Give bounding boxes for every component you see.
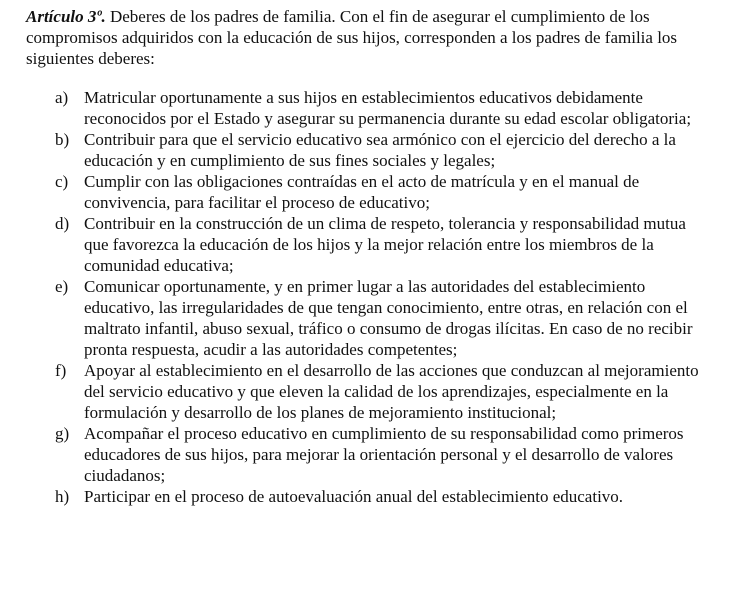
list-item	[26, 486, 714, 507]
list-marker: e)	[55, 277, 69, 296]
duties-list	[26, 87, 709, 507]
article-intro-text: Deberes de los padres de familia. Con el fin de asegurar el cumplimiento de los compromisos adquiridos con la educación de sus hijos, corresponden a los padres de familia los siguientes deberes:	[26, 7, 678, 68]
list-marker: h)	[55, 487, 70, 506]
list-marker: a)	[55, 88, 69, 107]
list-item-text: Contribuir para que el servicio educativo sea armónico con el ejercicio del derecho a la educación y en cumplimiento de sus fines sociales y legales;	[84, 130, 676, 170]
list-marker: f)	[55, 361, 67, 380]
list-item-text: Cumplir con las obligaciones contraídas en el acto de matrícula y en el manual de convivencia, para facilitar el proceso de educativo;	[84, 172, 640, 212]
list-item-text: Apoyar al establecimiento en el desarrollo de las acciones que conduzcan al mejoramiento del servicio educativo y que eleven la calidad de los aprendizajes, especialmente en la formulación y desarrollo de los planes de mejoramiento institucional;	[84, 361, 699, 422]
list-item	[26, 276, 714, 360]
article-intro	[26, 6, 686, 69]
list-marker: c)	[55, 172, 69, 191]
list-marker: b)	[55, 130, 70, 149]
list-item-text: Participar en el proceso de autoevaluación anual del establecimiento educativo.	[84, 487, 624, 506]
list-item	[26, 87, 714, 129]
list-item	[26, 360, 714, 423]
list-item-text: Matricular oportunamente a sus hijos en establecimientos educativos debidamente reconocidos por el Estado y asegurar su permanencia durante su edad escolar obligatoria;	[84, 88, 692, 128]
list-item	[26, 171, 714, 213]
list-item-text: Acompañar el proceso educativo en cumplimiento de su responsabilidad como primeros educadores de sus hijos, para mejorar la orientación personal y el desarrollo de valores ciudadanos;	[84, 424, 684, 485]
article-heading: Artículo 3º.	[26, 7, 106, 26]
list-marker: g)	[55, 424, 70, 443]
list-item	[26, 423, 714, 486]
list-item	[26, 129, 714, 171]
list-item	[26, 213, 714, 276]
list-item-text: Comunicar oportunamente, y en primer lugar a las autoridades del establecimiento educativo, las irregularidades de que tengan conocimiento, entre otras, en relación con el maltrato infantil, abuso sexual, tráfico o consumo de drogas ilícitas. En caso de no recibir pronta respuesta, acudir a las autoridades competentes;	[84, 277, 693, 359]
list-item-text: Contribuir en la construcción de un clima de respeto, tolerancia y responsabilidad mutua que favorezca la educación de los hijos y la mejor relación entre los miembros de la comunidad educativa;	[84, 214, 686, 275]
list-marker: d)	[55, 214, 70, 233]
